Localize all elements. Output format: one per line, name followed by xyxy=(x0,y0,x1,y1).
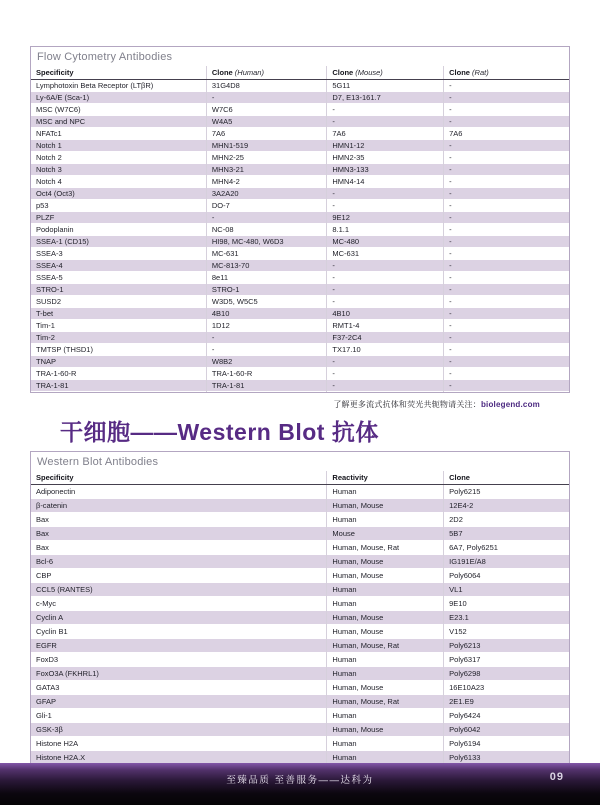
cell: Human, Mouse xyxy=(327,611,444,625)
cell: Human, Mouse xyxy=(327,681,444,695)
cell: RMT1-4 xyxy=(327,320,444,332)
cell: 3A2A20 xyxy=(206,188,327,200)
cell: Bax xyxy=(36,515,49,524)
cell: Adiponectin xyxy=(36,487,76,496)
cell: - xyxy=(444,248,569,260)
cell: Human xyxy=(327,583,444,597)
cell: - xyxy=(206,92,327,104)
cell: D7, E13-161.7 xyxy=(327,92,444,104)
cell: VL1 xyxy=(444,583,569,597)
cell: - xyxy=(444,308,569,320)
cell: Human, Mouse xyxy=(327,723,444,737)
table-row xyxy=(31,380,569,392)
cell: Cyclin B1 xyxy=(36,627,68,636)
cell: 7A6 xyxy=(206,128,327,140)
table-row xyxy=(31,368,569,380)
cell: 8e11 xyxy=(206,272,327,284)
column-header: Clone xyxy=(444,471,569,485)
table-row xyxy=(31,569,569,583)
cell: F37-2C4 xyxy=(327,332,444,344)
table-row xyxy=(31,555,569,569)
cell: MHN4-2 xyxy=(206,176,327,188)
cell: 16E10A23 xyxy=(444,681,569,695)
table-row xyxy=(31,188,569,200)
cell: Human, Mouse xyxy=(327,569,444,583)
cell: - xyxy=(327,368,444,380)
note-text: 了解更多流式抗体和荧光共轭物请关注： xyxy=(333,400,481,409)
cell: 4B10 xyxy=(206,308,327,320)
section-heading: 干细胞——Western Blot 抗体 xyxy=(60,419,379,445)
cell: MC-631 xyxy=(206,248,327,260)
cell: FoxO3A (FKHRL1) xyxy=(36,669,99,678)
western-blot-table xyxy=(31,471,569,779)
table-row xyxy=(31,356,569,368)
cell: Podoplanin xyxy=(36,225,74,234)
cell: TMTSP (THSD1) xyxy=(36,345,93,354)
cell: - xyxy=(444,344,569,356)
cell: MHN2-25 xyxy=(206,152,327,164)
cell: W3D5, W5C5 xyxy=(206,296,327,308)
cell: Human xyxy=(327,653,444,667)
column-header: Specificity xyxy=(31,471,327,485)
cell: GSK-3β xyxy=(36,725,63,734)
cell: Ly-6A/E (Sca-1) xyxy=(36,93,90,102)
biolegend-note xyxy=(60,399,540,410)
cell: MC-631 xyxy=(327,248,444,260)
cell: TRA-1-81 xyxy=(206,380,327,392)
cell: - xyxy=(327,284,444,296)
cell: - xyxy=(444,140,569,152)
cell: 4B10 xyxy=(327,308,444,320)
cell: Cyclin A xyxy=(36,613,64,622)
flow-cytometry-table-title: Flow Cytometry Antibodies xyxy=(37,51,173,63)
column-header: Reactivity xyxy=(327,471,444,485)
cell: β-catenin xyxy=(36,501,67,510)
cell: Human, Mouse xyxy=(327,625,444,639)
cell: NC-08 xyxy=(206,224,327,236)
table-row xyxy=(31,709,569,723)
table-row xyxy=(31,541,569,555)
cell: - xyxy=(327,272,444,284)
cell: Human xyxy=(327,485,444,499)
cell: Bax xyxy=(36,529,49,538)
cell: 1D12 xyxy=(206,320,327,332)
cell: - xyxy=(444,260,569,272)
column-header: Clone (Human) xyxy=(206,66,327,80)
cell: 7A6 xyxy=(327,128,444,140)
cell: Tim-1 xyxy=(36,321,55,330)
cell: - xyxy=(327,104,444,116)
cell: Tim-2 xyxy=(36,333,55,342)
cell: Bcl-6 xyxy=(36,557,54,566)
cell: SUSD2 xyxy=(36,297,62,306)
column-header: Specificity xyxy=(31,66,206,80)
column-header: Clone (Rat) xyxy=(444,66,569,80)
table-row xyxy=(31,140,569,152)
cell: TRA-1-81 xyxy=(36,381,69,390)
cell: MSC and NPC xyxy=(36,117,86,126)
cell: TRA-1-60-R xyxy=(206,368,327,380)
cell: Notch 2 xyxy=(36,153,62,162)
cell: Poly6042 xyxy=(444,723,569,737)
table-row xyxy=(31,639,569,653)
table-row xyxy=(31,116,569,128)
table-row xyxy=(31,485,569,499)
cell: 31G4D8 xyxy=(206,80,327,92)
table-row xyxy=(31,284,569,296)
cell: W4A5 xyxy=(206,116,327,128)
table-row xyxy=(31,92,569,104)
cell: - xyxy=(327,260,444,272)
cell: - xyxy=(206,212,327,224)
cell: Lymphotoxin Beta Receptor (LTβR) xyxy=(36,81,154,90)
table-row xyxy=(31,332,569,344)
biolegend-link[interactable]: biolegend.com xyxy=(480,400,540,409)
cell: HMN2-35 xyxy=(327,152,444,164)
cell: GATA3 xyxy=(36,683,60,692)
cell: SSEA-4 xyxy=(36,261,63,270)
table-row xyxy=(31,308,569,320)
cell: - xyxy=(444,284,569,296)
cell: 2D2 xyxy=(444,513,569,527)
cell: - xyxy=(327,296,444,308)
cell: Poly6424 xyxy=(444,709,569,723)
cell: Human xyxy=(327,709,444,723)
cell: - xyxy=(327,200,444,212)
table-row xyxy=(31,272,569,284)
cell: Human xyxy=(327,597,444,611)
cell: - xyxy=(444,236,569,248)
cell: Human, Mouse, Rat xyxy=(327,541,444,555)
cell: - xyxy=(444,92,569,104)
cell: 5G11 xyxy=(327,80,444,92)
cell: Human, Mouse, Rat xyxy=(327,695,444,709)
column-header: Clone (Mouse) xyxy=(327,66,444,80)
cell: - xyxy=(444,272,569,284)
western-blot-table-section xyxy=(30,451,570,780)
cell: Poly6133 xyxy=(444,751,569,765)
cell: MC-813-70 xyxy=(206,260,327,272)
cell: Poly6064 xyxy=(444,569,569,583)
table-row xyxy=(31,737,569,751)
cell: 5B7 xyxy=(444,527,569,541)
cell: - xyxy=(444,176,569,188)
cell: - xyxy=(444,164,569,176)
footer-slogan: 至臻品质 至善服务——达科为 xyxy=(226,775,374,786)
cell: Human, Mouse, Rat xyxy=(327,639,444,653)
cell: Mouse xyxy=(327,527,444,541)
table-row xyxy=(31,625,569,639)
table-row xyxy=(31,344,569,356)
cell: T-bet xyxy=(36,309,54,318)
cell: TNAP xyxy=(36,357,57,366)
flow-cytometry-table-section xyxy=(30,46,570,393)
cell: 8.1.1 xyxy=(327,224,444,236)
cell: Histone H2A.X xyxy=(36,753,86,762)
cell: - xyxy=(444,152,569,164)
table-row xyxy=(31,164,569,176)
cell: - xyxy=(327,356,444,368)
cell: 9E10 xyxy=(444,597,569,611)
table-row xyxy=(31,611,569,625)
cell: - xyxy=(444,356,569,368)
cell: - xyxy=(444,224,569,236)
cell: STRO-1 xyxy=(206,284,327,296)
cell: - xyxy=(444,296,569,308)
table-row xyxy=(31,499,569,513)
table-row xyxy=(31,236,569,248)
cell: - xyxy=(327,380,444,392)
cell: W8B2 xyxy=(206,356,327,368)
cell: - xyxy=(444,332,569,344)
cell: Human xyxy=(327,513,444,527)
cell: - xyxy=(444,188,569,200)
cell: 7A6 xyxy=(444,128,569,140)
cell: STRO-1 xyxy=(36,285,64,294)
cell: - xyxy=(444,80,569,92)
cell: - xyxy=(444,200,569,212)
cell: Human, Mouse xyxy=(327,499,444,513)
table-row xyxy=(31,723,569,737)
cell: Bax xyxy=(36,543,49,552)
cell: p53 xyxy=(36,201,49,210)
cell: SSEA-3 xyxy=(36,249,63,258)
table-row xyxy=(31,653,569,667)
table-row xyxy=(31,527,569,541)
cell: 12E4-2 xyxy=(444,499,569,513)
cell: - xyxy=(444,104,569,116)
cell: SSEA-5 xyxy=(36,273,63,282)
cell: 9E12 xyxy=(327,212,444,224)
cell: GFAP xyxy=(36,697,57,706)
flow-cytometry-table xyxy=(31,66,569,392)
cell: Human, Mouse xyxy=(327,555,444,569)
table-row xyxy=(31,320,569,332)
table-row xyxy=(31,597,569,611)
cell: - xyxy=(444,320,569,332)
cell: TRA-1-60-R xyxy=(36,369,77,378)
cell: Poly6194 xyxy=(444,737,569,751)
cell: NFATc1 xyxy=(36,129,62,138)
cell: Human xyxy=(327,667,444,681)
table-row xyxy=(31,667,569,681)
table-row xyxy=(31,513,569,527)
table-row xyxy=(31,681,569,695)
header-row xyxy=(31,66,569,80)
cell: - xyxy=(444,116,569,128)
cell: MHN3-21 xyxy=(206,164,327,176)
cell: Notch 1 xyxy=(36,141,62,150)
cell: 6A7, Poly6251 xyxy=(444,541,569,555)
cell: Poly6213 xyxy=(444,639,569,653)
cell: - xyxy=(327,188,444,200)
table-row xyxy=(31,152,569,164)
cell: FoxD3 xyxy=(36,655,59,664)
cell: SSEA-1 (CD15) xyxy=(36,237,89,246)
cell: Poly6215 xyxy=(444,485,569,499)
cell: DO-7 xyxy=(206,200,327,212)
page-number: 09 xyxy=(549,771,564,783)
cell: - xyxy=(206,344,327,356)
cell: V152 xyxy=(444,625,569,639)
table-row xyxy=(31,260,569,272)
table-row xyxy=(31,248,569,260)
cell: Histone H2A xyxy=(36,739,79,748)
cell: HI98, MC-480, W6D3 xyxy=(206,236,327,248)
table-row xyxy=(31,104,569,116)
cell: HMN4-14 xyxy=(327,176,444,188)
cell: MSC (W7C6) xyxy=(36,105,81,114)
cell: Notch 4 xyxy=(36,177,62,186)
cell: Gli-1 xyxy=(36,711,52,720)
cell: HMN1-12 xyxy=(327,140,444,152)
cell: Human xyxy=(327,751,444,765)
cell: Poly6298 xyxy=(444,667,569,681)
cell: - xyxy=(444,212,569,224)
cell: MHN1-519 xyxy=(206,140,327,152)
cell: Oct4 (Oct3) xyxy=(36,189,75,198)
cell: EGFR xyxy=(36,641,57,650)
cell: TX17.10 xyxy=(327,344,444,356)
cell: - xyxy=(327,116,444,128)
cell: MC-480 xyxy=(327,236,444,248)
western-blot-table-title: Western Blot Antibodies xyxy=(37,456,159,468)
cell: Notch 3 xyxy=(36,165,62,174)
cell: - xyxy=(206,332,327,344)
cell: Poly6317 xyxy=(444,653,569,667)
cell: W7C6 xyxy=(206,104,327,116)
cell: - xyxy=(444,368,569,380)
table-row xyxy=(31,176,569,188)
page-footer xyxy=(0,763,600,805)
table-row xyxy=(31,224,569,236)
table-row xyxy=(31,212,569,224)
cell: E23.1 xyxy=(444,611,569,625)
cell: c-Myc xyxy=(36,599,56,608)
cell: HMN3-133 xyxy=(327,164,444,176)
table-row xyxy=(31,296,569,308)
cell: CCL5 (RANTES) xyxy=(36,585,93,594)
cell: - xyxy=(444,380,569,392)
header-row xyxy=(31,471,569,485)
cell: Human xyxy=(327,737,444,751)
table-row xyxy=(31,583,569,597)
cell: PLZF xyxy=(36,213,55,222)
cell: CBP xyxy=(36,571,52,580)
cell: IG191E/A8 xyxy=(444,555,569,569)
table-row xyxy=(31,128,569,140)
table-row xyxy=(31,695,569,709)
table-row xyxy=(31,80,569,92)
cell: 2E1.E9 xyxy=(444,695,569,709)
table-row xyxy=(31,200,569,212)
